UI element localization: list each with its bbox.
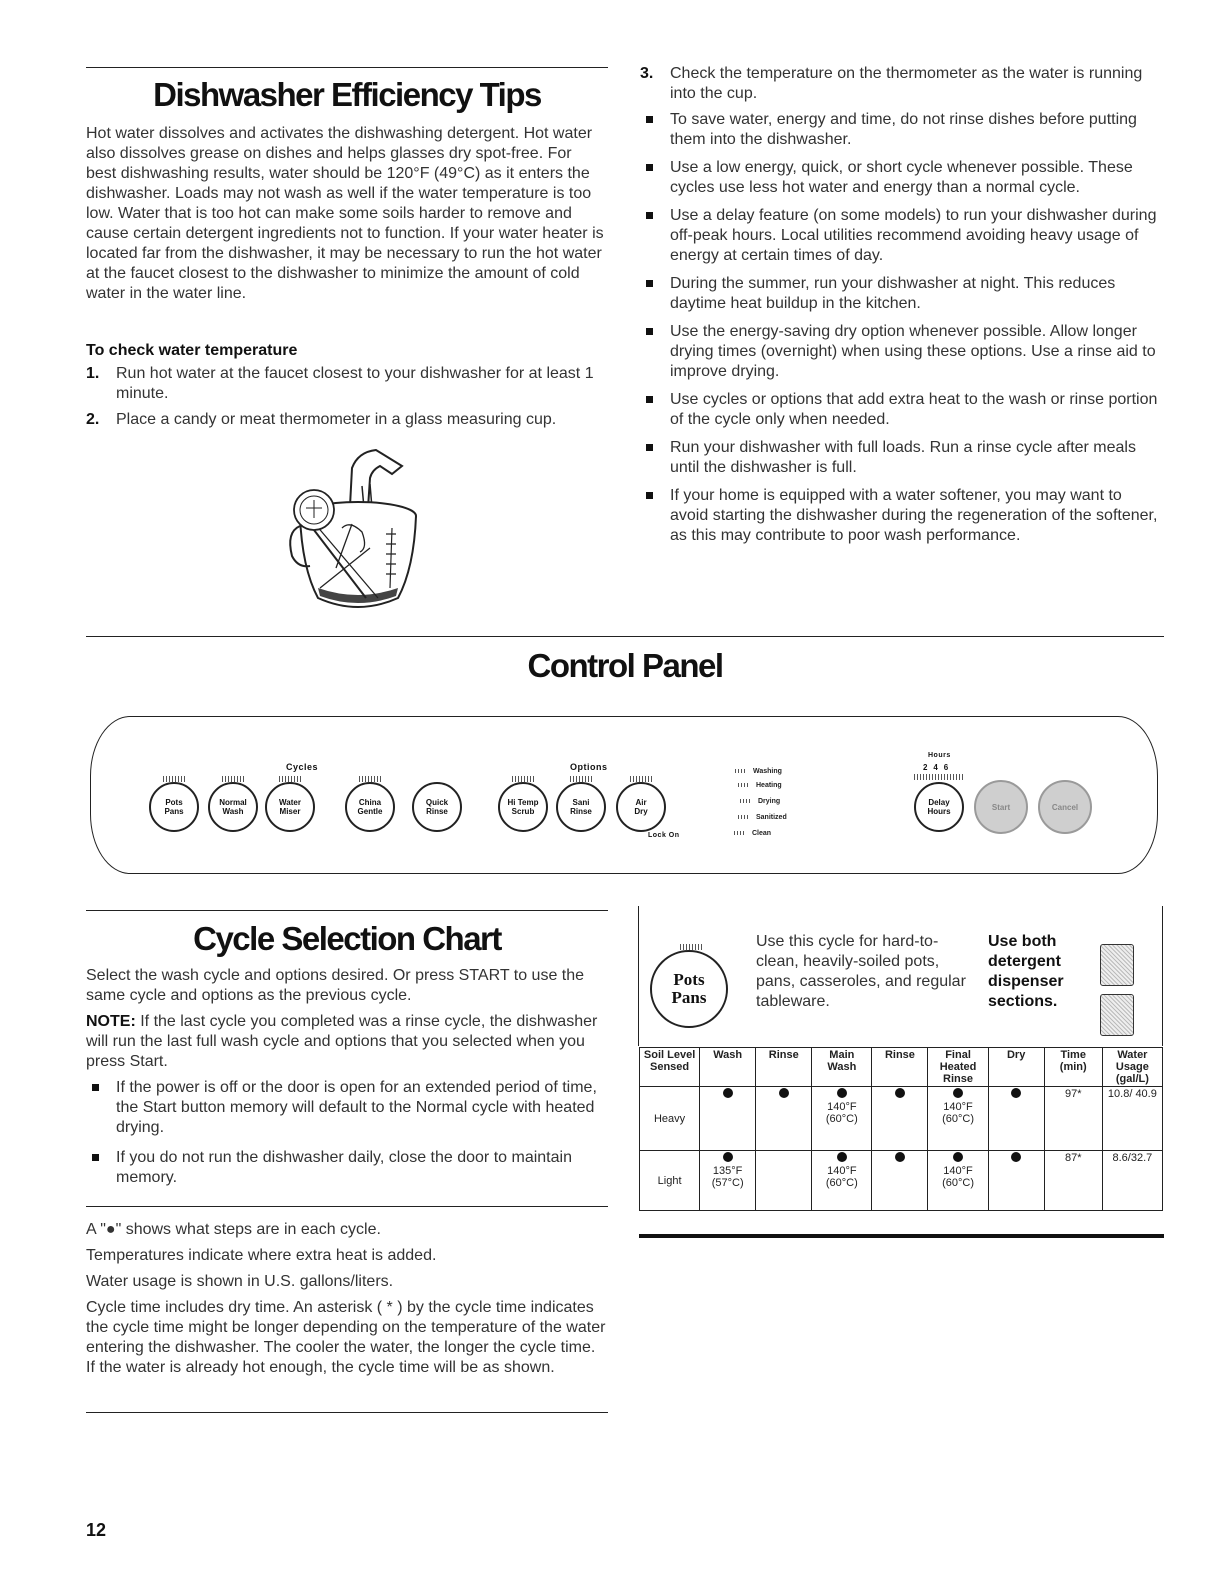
step-dot — [779, 1088, 789, 1098]
cycle-chart-intro: Select the wash cycle and options desired. Or press START to use the same cycle and options as the previous cycle. — [86, 967, 585, 1004]
legend-line: A "●" shows what steps are in each cycle. — [86, 1221, 381, 1238]
tip-item: To save water, energy and time, do not rinse dishes before putting them into the dishwasher. — [640, 110, 1162, 150]
china-gentle-button[interactable]: China Gentle — [345, 782, 395, 832]
hours-values: 2 4 6 — [923, 763, 949, 772]
col-header: Rinse — [756, 1048, 812, 1087]
time-cell: 87* — [1044, 1151, 1102, 1211]
measuring-cup-illustration — [280, 448, 430, 618]
cycle-chart-rule — [86, 910, 608, 911]
legend-rule — [86, 1206, 608, 1207]
check-steps-list — [86, 364, 606, 430]
normal-wash-button[interactable]: Normal Wash — [208, 782, 258, 832]
cycle-table — [639, 1047, 1163, 1211]
pots-pans-chart-icon: Pots Pans — [650, 950, 728, 1028]
memory-bullet: If you do not run the dishwasher daily, close the door to maintain memory. — [86, 1148, 606, 1188]
dry-cell — [988, 1151, 1044, 1211]
step-dot — [953, 1088, 963, 1098]
lock-on-label: Lock On — [648, 832, 680, 839]
col-header: Wash — [700, 1048, 756, 1087]
dry-cell — [988, 1087, 1044, 1151]
efficiency-title: Dishwasher Efficiency Tips — [153, 76, 541, 113]
step-dot — [953, 1152, 963, 1162]
soil-cell: Heavy — [640, 1087, 700, 1151]
hi-temp-scrub-button[interactable]: Hi Temp Scrub — [498, 782, 548, 832]
col-header: Dry — [988, 1048, 1044, 1087]
step-dot — [837, 1152, 847, 1162]
step-dot — [723, 1152, 733, 1162]
options-label: Options — [570, 762, 608, 772]
detergent-dispenser-icon — [1100, 994, 1134, 1036]
pots-cycle-box-left-border — [638, 906, 639, 1046]
table-row — [640, 1087, 1163, 1151]
step-dot — [837, 1088, 847, 1098]
bottom-left-rule — [86, 1412, 608, 1413]
check-temp-heading: To check water temperature — [86, 342, 298, 359]
tip-item: Use cycles or options that add extra heat to the wash or rinse portion of the cycle only when needed. — [640, 390, 1162, 430]
step-dot — [723, 1088, 733, 1098]
water-cell: 8.6/32.7 — [1102, 1151, 1162, 1211]
hours-label: Hours — [928, 752, 951, 759]
check-steps-list-continued — [640, 64, 1160, 104]
time-cell: 97* — [1044, 1087, 1102, 1151]
tip-item: Use a delay feature (on some models) to run your dishwasher during off-peak hours. Local utilities recommend avoiding heavy usage of energy at certain times of day. — [640, 206, 1162, 266]
detergent-dispenser-icon — [1100, 944, 1134, 986]
water-cell: 10.8/ 40.9 — [1102, 1087, 1162, 1151]
step-dot — [1011, 1152, 1021, 1162]
cycles-label: Cycles — [286, 762, 319, 772]
legend-line: Cycle time includes dry time. An asterisk ( * ) by the cycle time indicates the cycle time might be longer depending on the temperature of the water entering the dishwasher. The cooler the water, the longer the cycle time. If the water is already hot enough, the cycle time will be as shown. — [86, 1299, 606, 1376]
step-3: 3. Check the temperature on the thermometer as the water is running into the cup. — [640, 65, 1143, 102]
step-dot — [895, 1088, 905, 1098]
main-wash-cell: 140°F (60°C) — [812, 1087, 872, 1151]
air-dry-button[interactable]: Air Dry — [616, 782, 666, 832]
tip-item: Run your dishwasher with full loads. Run a rinse cycle after meals until the dishwasher is full. — [640, 438, 1162, 478]
rinse2-cell — [872, 1087, 928, 1151]
rinse2-cell — [872, 1151, 928, 1211]
control-panel-rule — [86, 636, 1164, 637]
wash-cell — [700, 1087, 756, 1151]
legend-line: Water usage is shown in U.S. gallons/liters. — [86, 1273, 394, 1290]
cycle-chart-note: NOTE: If the last cycle you completed was a rinse cycle, the dishwasher will run the last full wash cycle and options that you selected when you press Start. — [86, 1013, 598, 1070]
cancel-button[interactable]: Cancel — [1038, 780, 1092, 834]
pots-cycle-detergent: Use both detergent dispenser sections. — [988, 933, 1064, 1010]
rinse-cell — [756, 1087, 812, 1151]
pots-pans-button[interactable]: Pots Pans — [149, 782, 199, 832]
table-header-row — [640, 1048, 1163, 1087]
col-header: Main Wash — [812, 1048, 872, 1087]
water-miser-button[interactable]: Water Miser — [265, 782, 315, 832]
start-button[interactable]: Start — [974, 780, 1028, 834]
rinse-cell — [756, 1151, 812, 1211]
col-header: Time (min) — [1044, 1048, 1102, 1087]
indicator-clean: Clean — [734, 830, 771, 837]
memory-bullet: If the power is off or the door is open for an extended period of time, the Start button memory will default to the Normal cycle with heated drying. — [86, 1078, 606, 1138]
table-row — [640, 1151, 1163, 1211]
tip-item: Use a low energy, quick, or short cycle whenever possible. These cycles use less hot water and energy than a normal cycle. — [640, 158, 1162, 198]
final-rinse-cell: 140°F (60°C) — [928, 1087, 988, 1151]
tip-item: Use the energy-saving dry option whenever possible. Allow longer drying times (overnight) when using these options. Use a rinse aid to improve drying. — [640, 322, 1162, 382]
quick-rinse-button[interactable]: Quick Rinse — [412, 782, 462, 832]
sani-rinse-button[interactable]: Sani Rinse — [556, 782, 606, 832]
main-wash-cell: 140°F (60°C) — [812, 1151, 872, 1211]
table-bottom-bar — [639, 1234, 1164, 1238]
step-dot — [1011, 1088, 1021, 1098]
control-panel-title: Control Panel — [527, 647, 723, 684]
indicator-washing: Washing — [735, 768, 782, 775]
col-header: Rinse — [872, 1048, 928, 1087]
step-2: 2. Place a candy or meat thermometer in a glass measuring cup. — [86, 411, 557, 428]
cycle-chart-title: Cycle Selection Chart — [193, 920, 501, 957]
indicator-drying: Drying — [740, 798, 780, 805]
col-header: Water Usage (gal/L) — [1102, 1048, 1162, 1087]
step-1: 1. Run hot water at the faucet closest to your dishwasher for at least 1 minute. — [86, 365, 594, 402]
indicator-heating: Heating — [738, 782, 782, 789]
step-dot — [895, 1152, 905, 1162]
pots-cycle-box-right-border — [1162, 906, 1163, 1046]
delay-hours-button[interactable]: Delay Hours — [914, 782, 964, 832]
page-number: 12 — [86, 1520, 107, 1540]
hours-led-dots — [914, 774, 964, 780]
col-header: Final Heated Rinse — [928, 1048, 988, 1087]
legend-line: Temperatures indicate where extra heat is added. — [86, 1247, 437, 1264]
soil-cell: Light — [640, 1151, 700, 1211]
efficiency-tips-list — [640, 110, 1162, 554]
pots-cycle-description: Use this cycle for hard-to-clean, heavily-soiled pots, pans, casseroles, and regular tableware. — [756, 933, 966, 1010]
tip-item: If your home is equipped with a water softener, you may want to avoid starting the dishwasher during the regeneration of the softener, as this may contribute to poor wash performance. — [640, 486, 1162, 546]
col-header: Soil Level Sensed — [640, 1048, 700, 1087]
efficiency-intro: Hot water dissolves and activates the dishwashing detergent. Hot water also dissolves grease on dishes and helps glasses dry spot-free. For best dishwashing results, water should be 120°F (49°C) as it enters the dishwasher. Loads may not wash as well if the water temperature is too low. Water that is too hot can make some soils harder to remove and cause certain detergent ingredients not to function. If your water heater is located far from the dishwasher, it may be necessary to run the hot water at the faucet closest to the dishwasher to minimize the amount of cold water in the water line. — [86, 125, 604, 302]
wash-cell: 135°F (57°C) — [700, 1151, 756, 1211]
indicator-sanitized: Sanitized — [738, 814, 787, 821]
top-left-rule — [86, 67, 608, 68]
tip-item: During the summer, run your dishwasher at night. This reduces daytime heat buildup in the kitchen. — [640, 274, 1162, 314]
cycle-chart-bullets — [86, 1078, 606, 1196]
final-rinse-cell: 140°F (60°C) — [928, 1151, 988, 1211]
